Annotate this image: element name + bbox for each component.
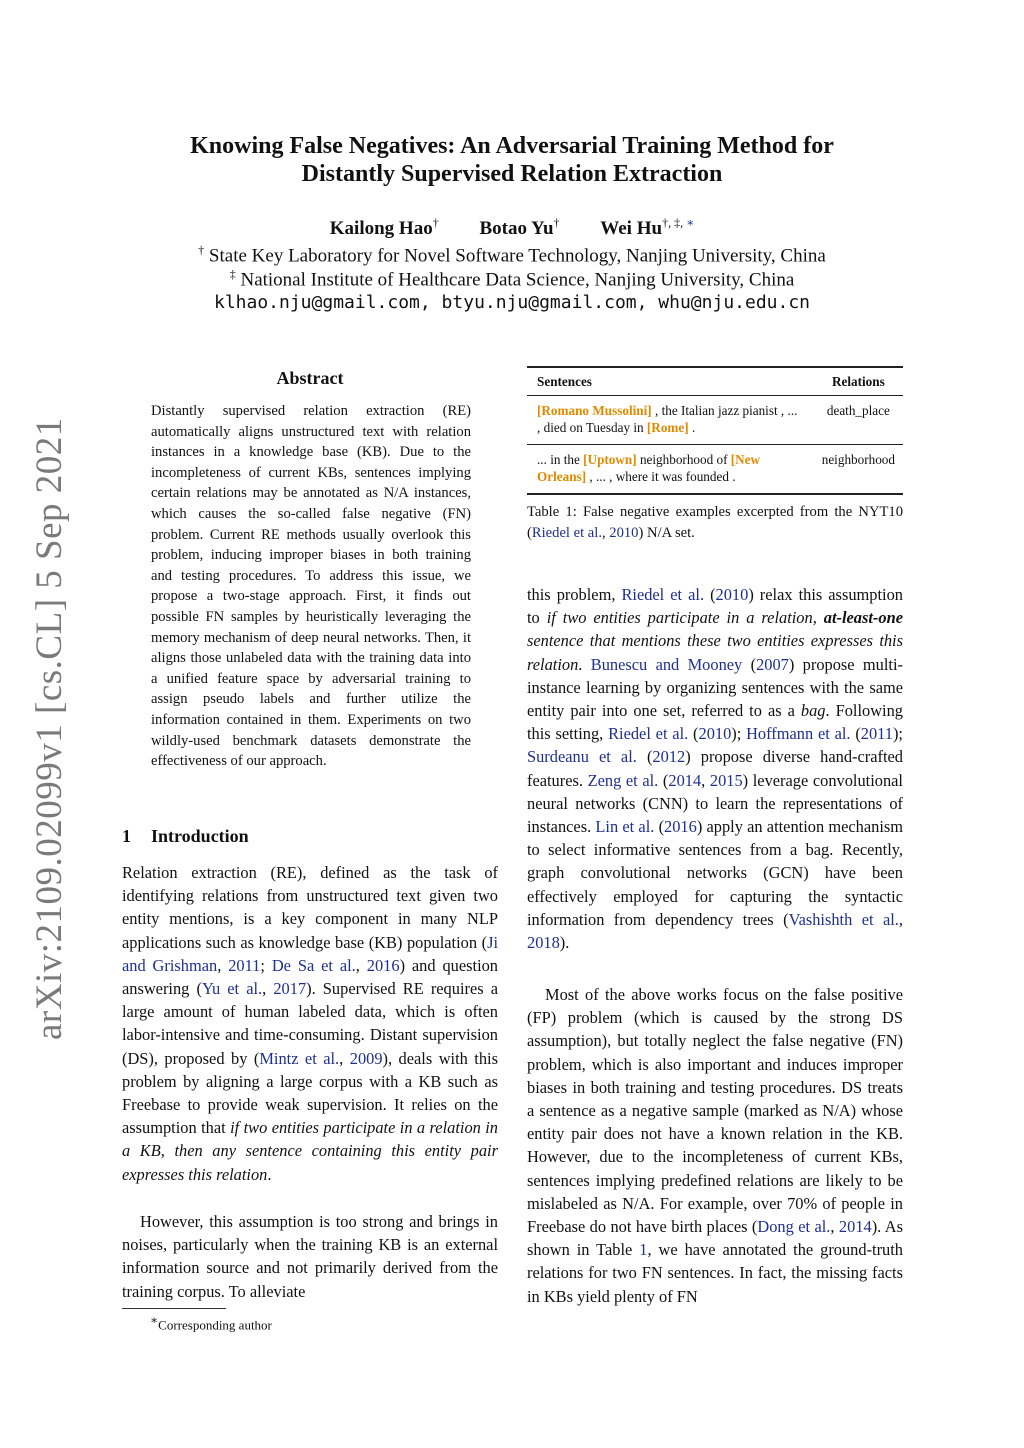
- table-header-row: [527, 367, 903, 396]
- citation-link[interactable]: 2017: [273, 979, 307, 999]
- citation-link[interactable]: 2014: [838, 1217, 872, 1237]
- title-line-1: Knowing False Negatives: An Adversarial Training Method for: [190, 133, 834, 159]
- citation-link[interactable]: 2011: [228, 955, 261, 975]
- citation-link[interactable]: Bunescu and Mooney: [590, 654, 743, 674]
- false-negative-table: [527, 366, 903, 495]
- table-cell-sentence: [Romano Mussolini] , the Italian jazz pianist , ... , died on Tuesday in [Rome] .: [527, 396, 812, 445]
- table-header-sentences: Sentences: [527, 367, 812, 396]
- author-list: [0, 216, 1024, 240]
- citation-link[interactable]: Surdeanu et al.: [527, 747, 637, 767]
- citation-link[interactable]: Dong et al.: [757, 1217, 831, 1237]
- paper-title: [0, 132, 1024, 188]
- citation-link[interactable]: Vashishth et al.: [788, 909, 899, 929]
- citation-link[interactable]: 2010: [698, 724, 732, 744]
- table-header-relations: Relations: [812, 367, 903, 396]
- author-1: Kailong Hao†: [329, 216, 439, 240]
- citation-link[interactable]: 2010: [609, 524, 639, 541]
- citation-link[interactable]: Lin et al.: [595, 817, 655, 837]
- citation-link[interactable]: Ji and Grishman: [122, 932, 498, 975]
- affiliation-1: † State Key Laboratory for Novel Software Technology, Nanjing University, China: [198, 243, 826, 267]
- affiliation-2: ‡ National Institute of Healthcare Data Science, Nanjing University, China: [229, 267, 795, 291]
- intro-paragraph-1: Relation extraction (RE), defined as the task of identifying relations from unstructured text given two entity mentions, is a key component in many NLP applications such as knowledge base (KB) population (Ji and Grishman, 2011; De Sa et al., 2016) and question answering (Yu et al., 2017). Supervised RE requires a large amount of human labeled data, which is often labor-intensive and time-consuming. Distant supervision (DS), proposed by (Mintz et al., 2009), deals with this problem by aligning a large corpus with a KB such as Freebase to provide weak supervision. It relies on the assumption that if two entities participate in a relation in a KB, then any sentence containing this entity pair expresses this relation.: [122, 863, 499, 1184]
- citation-link[interactable]: Riedel et al.: [608, 724, 689, 744]
- citation-link[interactable]: Hoffmann et al.: [746, 724, 851, 744]
- citation-link[interactable]: Yu et al.: [201, 979, 263, 999]
- citation-link[interactable]: Riedel et al.: [621, 585, 705, 604]
- table-cell-sentence: ... in the [Uptown] neighborhood of [New Orleans] , ... , where it was founded .: [527, 445, 812, 495]
- table-reference-link[interactable]: 1: [639, 1240, 648, 1260]
- table-cell-relation: death_place: [812, 396, 903, 445]
- citation-link[interactable]: 2012: [652, 747, 686, 767]
- citation-link[interactable]: 2018: [527, 933, 560, 953]
- intro-paragraph-2: However, this assumption is too strong and brings in noises, particularly when the training KB is an external information source and not primarily derived from the training corpus. To alleviate: [122, 1212, 498, 1301]
- title-line-2: Distantly Supervised Relation Extraction: [301, 161, 723, 187]
- citation-link[interactable]: 2010: [715, 585, 749, 604]
- citation-link[interactable]: 2016: [366, 955, 400, 975]
- corresponding-author-link[interactable]: ∗: [686, 216, 695, 230]
- abstract-text: Distantly supervised relation extraction (RE) automatically aligns unstructured text with relation instances in a knowledge base (KB). Due to the incompleteness of current KBs, sentences implying certain relations may be annotated as N/A instances, which causes the so-called false negative (FN) problem. Current RE methods usually overlook this problem, inducing improper biases in both training and testing procedures. To address this issue, we propose a two-stage approach. First, it finds out possible FN samples by heuristically leveraging the memory mechanism of deep neural networks. Then, it aligns those unlabeled data with the training data into a unified feature space by adversarial training to assign pseudo labels and further utilize the information contained in them. Experiments on two wildly-used benchmark datasets demonstrate the effectiveness of our approach.: [151, 403, 471, 770]
- citation-link[interactable]: Mintz et al.: [259, 1048, 340, 1068]
- citation-link[interactable]: 2011: [860, 724, 893, 744]
- citation-link[interactable]: 2007: [756, 654, 789, 674]
- section-heading-introduction: 1 Introduction: [122, 826, 249, 846]
- citation-link[interactable]: 2016: [664, 817, 697, 837]
- citation-link[interactable]: 2014: [668, 770, 702, 790]
- arxiv-identifier: arXiv:2109.02099v1 [cs.CL] 5 Sep 2021: [29, 417, 70, 1040]
- right-paragraph-2: Most of the above works focus on the false positive (FP) problem (which is caused by the strong DS assumption), but totally neglect the false negative (FN) problem, which is also important and induces improper biases in both training and testing procedures. DS treats a sentence as a negative sample (marked as N/A) whose entity pair does not have a known relation in the KB. However, due to the incompleteness of current KBs, sentences implying predefined relations are likely to be mislabeled as N/A. For example, over 70% of people in Freebase do not have birth places (Dong et al., 2014). As shown in Table 1, we have annotated the ground-truth relations for two FN sentences. In fact, the missing facts in KBs yield plenty of FN: [527, 985, 903, 1306]
- table-caption: Table 1: False negative examples excerpted from the NYT10 (Riedel et al., 2010) N/A set.: [527, 504, 903, 541]
- author-2: Botao Yu†: [479, 216, 560, 240]
- table-cell-relation: neighborhood: [812, 445, 903, 495]
- citation-link[interactable]: 2009: [349, 1048, 383, 1068]
- citation-link[interactable]: Zeng et al.: [587, 770, 659, 790]
- citation-link[interactable]: 2015: [709, 770, 743, 790]
- table-row: [527, 396, 903, 445]
- citation-link[interactable]: De Sa et al.: [271, 955, 356, 975]
- author-3: Wei Hu†, ‡, ∗: [600, 216, 695, 240]
- footnote: ∗Corresponding author: [150, 1313, 272, 1333]
- author-emails: klhao.nju@gmail.com, btyu.nju@gmail.com, whu@nju.edu.cn: [213, 292, 811, 313]
- table-row: [527, 445, 903, 495]
- citation-link[interactable]: Riedel et al.: [531, 524, 602, 541]
- abstract-heading: Abstract: [276, 368, 344, 388]
- right-paragraph-1: this problem, Riedel et al. (2010) relax this assumption to if two entities participate in a relation, at-least-one sentence that mentions these two entities expresses this relation. Bunescu and Mooney (2007) propose multi-instance learning by organizing sentences with the same entity pair into one set, referred to as a bag. Following this setting, Riedel et al. (2010); Hoffmann et al. (2011); Surdeanu et al. (2012) propose diverse hand-crafted features. Zeng et al. (2014, 2015) leverage convolutional neural networks (CNN) to learn the representations of instances. Lin et al. (2016) apply an attention mechanism to select informative sentences from a bag. Recently, graph convolutional networks (GCN) have been effectively employed for capturing the syntactic information from dependency trees (Vashishth et al., 2018).: [527, 585, 904, 953]
- footnote-divider: [122, 1308, 226, 1309]
